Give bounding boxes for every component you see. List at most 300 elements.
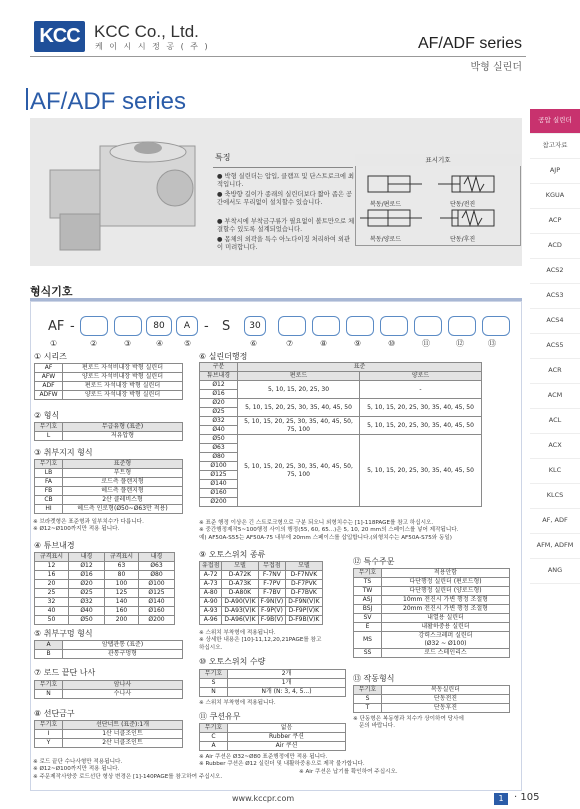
table-header-row xyxy=(35,553,175,562)
table-cell: SV xyxy=(354,614,382,623)
table-cell: F-9B(V) xyxy=(258,616,286,625)
model-code-box xyxy=(278,316,306,336)
symbol-legend-title: 표시기호 xyxy=(355,154,521,166)
table-cell: T xyxy=(354,704,382,713)
table-row xyxy=(35,382,183,391)
rod-type-table xyxy=(34,640,183,659)
table-cell: D-A90(V)K xyxy=(222,598,258,607)
table-cell: 헤드측 플랜지형 xyxy=(63,487,183,496)
note-line: ※ Rubber 쿠션은 Ø12 실린더 및 내활하중용으로 제작 불가합니다. xyxy=(199,761,365,768)
table-cell: Ø160 xyxy=(139,607,175,616)
table-cell: F-9N(V) xyxy=(258,598,286,607)
symbol-label: 단동/전진 xyxy=(450,201,476,208)
table-row xyxy=(354,596,510,605)
model-code-box: A xyxy=(176,316,198,336)
table-cell: Ø12 xyxy=(69,562,105,571)
table-cell: 푸트형 xyxy=(63,469,183,478)
table-cell: 5, 10, 15, 20, 25, 30, 35, 40, 45, 50 xyxy=(238,399,360,417)
model-code-letter: S xyxy=(222,319,231,334)
table-cell: 관통구멍형 xyxy=(63,650,183,659)
table-row xyxy=(354,704,510,713)
table-cell: Ø25 xyxy=(69,589,105,598)
table-cell: Ø32 xyxy=(69,598,105,607)
table-cell: LB xyxy=(35,469,63,478)
model-code-number: ⑪ xyxy=(422,339,430,348)
table-cell: F-7PV xyxy=(258,580,286,589)
table-header-row xyxy=(35,681,183,690)
sidebar-nav xyxy=(530,109,580,584)
table-cell: 2산 너클조인트 xyxy=(63,739,183,748)
table-cell: D-F7BVK xyxy=(286,589,322,598)
model-prefix: AF xyxy=(48,319,65,334)
sidebar-item[interactable]: ACS3 xyxy=(530,284,580,309)
table-header-cell: 선단너트 (표준):1개 xyxy=(63,721,183,730)
table-row xyxy=(35,505,183,514)
features-title: 특징 xyxy=(215,153,231,162)
table-cell: Ø63 xyxy=(200,444,238,453)
table-row xyxy=(354,569,510,578)
type-table xyxy=(34,422,183,441)
table-cell: 40 xyxy=(35,607,69,616)
cell-line: 강력스크레퍼 실린더 xyxy=(418,632,473,639)
table-row xyxy=(354,605,510,614)
header-series: AF/ADF series xyxy=(417,35,522,52)
note-line: ※ Ø12~Ø100까지만 적용 됩니다. xyxy=(33,526,120,533)
table-cell: 무기호 xyxy=(200,670,228,679)
table-cell: 저유압형 xyxy=(63,432,183,441)
table-cell: 5, 10, 15, 20, 25, 30, 35, 40, 45, 50, 75, 100 xyxy=(238,417,360,435)
table-cell: B xyxy=(35,650,63,659)
table-header-cell: 편로드 xyxy=(238,372,360,381)
header-subtitle: 박형 실린더 xyxy=(470,62,522,73)
model-code-box xyxy=(114,316,142,336)
series-table xyxy=(34,363,183,400)
table-row xyxy=(200,589,323,598)
stroke-notes xyxy=(199,520,458,542)
table-row xyxy=(354,686,510,695)
table-header-cell: 무급유형 (표준) xyxy=(63,423,183,432)
table-cell: D-F9N(V)K xyxy=(286,598,322,607)
table-cell: Ø12 xyxy=(200,381,238,390)
table-cell: 암탭관통 (표준) xyxy=(63,641,183,650)
feature-text: 박형 실린더는 압입, 클램프 및 단스트로크에 최적입니다. xyxy=(217,173,355,189)
table-cell: 16 xyxy=(35,571,69,580)
table-cell: D-A93(V)K xyxy=(222,607,258,616)
sidebar-item[interactable]: AF, ADF xyxy=(530,509,580,534)
model-code-number: ⑧ xyxy=(320,339,328,348)
model-code-box xyxy=(80,316,108,336)
table-row xyxy=(35,373,183,382)
table-cell: 5, 10, 15, 20, 25, 30, 35, 40, 45, 50 xyxy=(360,417,482,435)
table-cell: 다단행정 실린더 (양로드형) xyxy=(382,587,510,596)
table-cell: A xyxy=(200,742,228,751)
note-line: 문의 바랍니다. xyxy=(359,723,395,730)
model-code-box: 80 xyxy=(146,316,172,336)
special-table xyxy=(353,568,510,658)
table-cell: 내활하중용 실린더 xyxy=(382,623,510,632)
table-cell: D-F7NVK xyxy=(286,571,322,580)
table-row xyxy=(200,399,482,408)
kcc-logo: KCC xyxy=(34,21,85,52)
table-cell: AFW xyxy=(35,373,63,382)
feature-text: 부착시에 부착금구류가 필요없이 볼트만으로 체결할수 있도록 설계되었습니다. xyxy=(217,218,355,234)
cell-line: (Ø32 ~ Ø100) xyxy=(424,640,467,647)
note-line: ※ 단동형은 복동형과 치수가 상이하여 당사에 xyxy=(353,716,464,722)
feature-item: ● 박형 실린더는 압입, 클램프 및 단스트로크에 최적입니다. xyxy=(217,173,355,189)
table-header-cell: 내경 xyxy=(139,553,175,562)
sidebar-item[interactable]: AFM, ADFM xyxy=(530,534,580,559)
table-cell: 125 xyxy=(105,589,139,598)
model-code-box xyxy=(380,316,408,336)
table-header-cell: 규격표시 xyxy=(35,553,69,562)
table-cell: C xyxy=(200,733,228,742)
table-cell: ADFW xyxy=(35,391,63,400)
note-line: ※ 주문제작사양중 로드선단 형상 변경은 [1]-140PAGE를 참고하여 주십시오. xyxy=(33,773,223,780)
table-cell: A-90 xyxy=(200,598,222,607)
symbol-label: 복동/양로드 xyxy=(370,236,402,243)
table-row xyxy=(354,578,510,587)
model-sep: - xyxy=(204,319,209,334)
bore-title: ④ 튜브내경 xyxy=(34,541,75,550)
special-title: ⑫ 특수주문 xyxy=(353,557,395,566)
table-cell: Y xyxy=(35,739,63,748)
table-cell: Ø50 xyxy=(200,435,238,444)
table-cell: 2개 xyxy=(228,670,346,679)
sidebar-item[interactable]: KGUA xyxy=(530,184,580,209)
table-row xyxy=(200,571,323,580)
table-cell: 32 xyxy=(35,598,69,607)
table-cell: SS xyxy=(354,649,382,658)
table-cell: Ø32 xyxy=(200,417,238,426)
table-cell: 다단행정 실린더 (편로드형) xyxy=(382,578,510,587)
action-notes xyxy=(353,716,464,731)
table-cell: 로드측 플랜지형 xyxy=(63,478,183,487)
table-cell: D-A72K xyxy=(222,571,258,580)
table-row xyxy=(354,587,510,596)
sidebar-item[interactable]: ACS2 xyxy=(530,259,580,284)
table-header-cell: 무기호 xyxy=(35,681,63,690)
table-row xyxy=(35,487,183,496)
table-cell: 편로드 자석내장 박형 실린더 xyxy=(63,382,183,391)
table-cell: HI xyxy=(35,505,63,514)
table-cell: Ø20 xyxy=(69,580,105,589)
table-cell: 1산 너클조인트 xyxy=(63,730,183,739)
rod-end-title: ⑦ 로드 끝단 나사 xyxy=(34,668,96,677)
table-row xyxy=(200,679,346,688)
table-header-row xyxy=(35,721,183,730)
table-cell: AF xyxy=(35,364,63,373)
table-cell: 5, 10, 15, 20, 25, 30, 35, 40, 45, 50 xyxy=(360,399,482,417)
table-row xyxy=(35,391,183,400)
company-name: KCC Co., Ltd. xyxy=(94,22,199,41)
cushion-title: ⑪ 쿠션유무 xyxy=(199,712,241,721)
table-cell: 단동전진 xyxy=(382,695,510,704)
table-cell: Ø20 xyxy=(200,399,238,408)
table-cell: 1개 xyxy=(228,679,346,688)
table-cell: 무기호 xyxy=(354,686,382,695)
table-cell: 160 xyxy=(105,607,139,616)
note-line: ※ Air 쿠션은 Ø32~Ø80 표준행정에만 적용 됩니다. xyxy=(199,754,328,760)
table-cell: Ø50 xyxy=(69,616,105,625)
table-cell: 5, 10, 15, 20, 25, 30, 35, 40, 45, 50, 75, 100 xyxy=(238,435,360,507)
table-cell: Ø80 xyxy=(139,571,175,580)
table-cell: Ø140 xyxy=(139,598,175,607)
note-line: 하십시오. xyxy=(199,644,223,651)
table-row xyxy=(354,695,510,704)
table-row xyxy=(200,598,323,607)
table-header-cell: 무기호 xyxy=(35,423,63,432)
table-cell: D-A73K xyxy=(222,580,258,589)
table-row xyxy=(35,589,175,598)
table-cell: Ø16 xyxy=(200,390,238,399)
table-cell: Ø200 xyxy=(200,498,238,507)
table-header-row xyxy=(35,423,183,432)
mount-title: ③ 취부지지 형식 xyxy=(34,448,93,457)
sidebar-item[interactable]: 공압 실린더 xyxy=(530,109,580,134)
feature-item: ● 몸체의 외곽을 특수 아노다이징 처리하여 외관이 미려합니다. xyxy=(217,236,351,252)
sidebar-item[interactable]: ACS5 xyxy=(530,334,580,359)
features-rule xyxy=(213,167,353,168)
table-cell: 내열용 실린더 xyxy=(382,614,510,623)
table-cell: 50 xyxy=(35,616,69,625)
table-cell: 63 xyxy=(105,562,139,571)
mount-notes xyxy=(33,519,144,534)
table-header-cell: 유접점 xyxy=(200,562,222,571)
company-name-korean: 케 이 시 시 정 공 ( 주 ) xyxy=(95,42,210,51)
table-cell: ADF xyxy=(35,382,63,391)
table-row xyxy=(35,690,183,699)
table-row xyxy=(354,649,510,658)
table-cell: F-7NV xyxy=(258,571,286,580)
switch-notes xyxy=(199,630,321,652)
model-sep: - xyxy=(70,319,75,334)
page-title: AF/ADF series xyxy=(30,88,187,115)
table-cell: 5, 10, 15, 20, 25, 30, 35, 40, 45, 50 xyxy=(360,435,482,507)
header-rule xyxy=(30,56,526,57)
footer-url[interactable]: www.kccpr.com xyxy=(232,794,295,803)
type-title: ② 형식 xyxy=(34,411,60,420)
table-row xyxy=(200,435,482,444)
sidebar-item[interactable]: ACL xyxy=(530,409,580,434)
table-row xyxy=(354,614,510,623)
table-cell: Ø160 xyxy=(200,489,238,498)
table-header-cell: 구분 xyxy=(200,363,238,372)
note-line: ※ 중간행정제작5~100행정 사이의 행정(55, 60, 65...)은 5, 10, 20 mm의 스페이스를 넣어 제작됩니다. xyxy=(199,527,459,534)
tip-table xyxy=(34,720,183,748)
table-row xyxy=(35,598,175,607)
table-row xyxy=(35,496,183,505)
table-row xyxy=(35,650,183,659)
sidebar-item[interactable]: ACD xyxy=(530,234,580,259)
table-cell: 140 xyxy=(105,598,139,607)
table-cell: F-7BV xyxy=(258,589,286,598)
table-header-row xyxy=(200,372,482,381)
table-cell: 100 xyxy=(105,580,139,589)
symbol-label: 단동/후진 xyxy=(450,236,476,243)
model-code-number: ② xyxy=(90,339,98,348)
table-row xyxy=(200,607,323,616)
table-cell: - xyxy=(360,381,482,399)
table-row xyxy=(35,562,175,571)
table-header-cell: 모델 xyxy=(222,562,258,571)
table-cell: 양로드 자석비내장 박형 실린더 xyxy=(63,373,183,382)
note-line: ※ 로드 끝단 수나사형만 적용됩니다. xyxy=(33,759,123,765)
table-cell: Ø125 xyxy=(139,589,175,598)
table-cell: Rubber 쿠션 xyxy=(228,733,346,742)
table-cell: Ø80 xyxy=(200,453,238,462)
table-cell: Ø200 xyxy=(139,616,175,625)
tip-title: ⑧ 선단금구 xyxy=(34,709,75,718)
table-row xyxy=(35,571,175,580)
table-header-row xyxy=(35,460,183,469)
table-row xyxy=(354,623,510,632)
table-row xyxy=(35,739,183,748)
table-cell: 20 xyxy=(35,580,69,589)
table-cell: TS xyxy=(354,578,382,587)
table-cell: I xyxy=(35,730,63,739)
table-cell: 수나사 xyxy=(63,690,183,699)
sidebar-item[interactable]: ACS4 xyxy=(530,309,580,334)
table-cell: D-F9P(V)K xyxy=(286,607,322,616)
model-code-box xyxy=(414,316,442,336)
table-cell: 12 xyxy=(35,562,69,571)
series-title: ① 시리즈 xyxy=(34,352,67,361)
chapter-badge: 1 xyxy=(494,793,508,805)
table-cell: 무기호 xyxy=(200,724,228,733)
sidebar-item[interactable]: ACP xyxy=(530,209,580,234)
table-header-cell: 규격표시 xyxy=(105,553,139,562)
table-header-cell: 표준형 xyxy=(63,460,183,469)
sidebar-item[interactable]: ACX xyxy=(530,434,580,459)
note-line: ※ 스위치 부착형에 적용됩니다. xyxy=(199,630,276,636)
table-cell: Ø16 xyxy=(69,571,105,580)
table-cell: L xyxy=(35,432,63,441)
table-header-cell: 무기호 xyxy=(35,460,63,469)
model-code-number: ⑫ xyxy=(456,339,464,348)
table-row xyxy=(200,733,346,742)
table-cell: D-F9B(V)K xyxy=(286,616,322,625)
table-cell: 로드 스테인리스 xyxy=(382,649,510,658)
model-code-number: ⑤ xyxy=(184,339,192,348)
table-cell: 편로드 자석비내장 박형 실린더 xyxy=(63,364,183,373)
table-cell: Ø40 xyxy=(69,607,105,616)
model-code-number: ⑬ xyxy=(488,339,496,348)
table-cell: 80 xyxy=(105,571,139,580)
table-header-cell: 모델 xyxy=(286,562,322,571)
table-row xyxy=(200,724,346,733)
table-row xyxy=(200,580,323,589)
table-row xyxy=(200,670,346,679)
table-cell: 없음 xyxy=(228,724,346,733)
table-row xyxy=(200,417,482,426)
table-cell: A-93 xyxy=(200,607,222,616)
table-row xyxy=(35,478,183,487)
table-cell: Ø140 xyxy=(200,480,238,489)
table-row xyxy=(35,364,183,373)
table-cell: A xyxy=(35,641,63,650)
sidebar-item[interactable]: ANG xyxy=(530,559,580,584)
model-code-number: ① xyxy=(50,339,58,348)
table-cell: Ø100 xyxy=(139,580,175,589)
table-header-row xyxy=(200,363,482,372)
table-cell: A-80 xyxy=(200,589,222,598)
table-cell: Ø63 xyxy=(139,562,175,571)
table-cell: 200 xyxy=(105,616,139,625)
symbol-label: 복동/편로드 xyxy=(370,201,402,208)
table-cell: 2산 클레비스형 xyxy=(63,496,183,505)
rod-type-title: ⑤ 취부구멍 형식 xyxy=(34,629,93,638)
table-row xyxy=(35,469,183,478)
sidebar-item[interactable]: ACM xyxy=(530,384,580,409)
model-code-box xyxy=(346,316,374,336)
sidebar-item[interactable]: ACR xyxy=(530,359,580,384)
table-cell: 무기호 xyxy=(354,569,382,578)
table-cell: S xyxy=(354,695,382,704)
switch-table xyxy=(199,561,323,625)
qty-title: ⑩ 오토스위치 수량 xyxy=(199,657,266,666)
sidebar-item[interactable]: 참고자료 xyxy=(530,134,580,159)
table-cell: FB xyxy=(35,487,63,496)
model-code-box: 30 xyxy=(244,316,266,336)
table-cell: CB xyxy=(35,496,63,505)
table-cell: 헤드측 인로형(Ø50~Ø63만 적용) xyxy=(63,505,183,514)
note-line: 예) AF50A-S55는 AF50A-75 내부에 20mm 스페이스를 삽입합니다.(외형치수는 AF50A-S75와 동일) xyxy=(199,534,452,541)
table-cell: 20mm 전진시 가변 행정 조절형 xyxy=(382,605,510,614)
table-cell: D-A96(V)K xyxy=(222,616,258,625)
model-code-number: ⑨ xyxy=(354,339,362,348)
section-title: 형식기호 xyxy=(30,285,73,298)
cushion-notes xyxy=(199,754,398,776)
qty-table xyxy=(199,669,346,697)
table-cell: E xyxy=(354,623,382,632)
table-cell: 적용안함 xyxy=(382,569,510,578)
note-line: ※ Air 쿠션은 납기를 확인하여 주십시오. xyxy=(299,768,398,775)
table-cell: 복동실린더 xyxy=(382,686,510,695)
table-cell: Ø25 xyxy=(200,408,238,417)
sidebar-item[interactable]: KLC xyxy=(530,459,580,484)
note-line: ※ 상세한 내용은 [10]-11,12,20,21PAGE를 참고 xyxy=(199,637,322,644)
table-cell xyxy=(382,632,510,649)
table-row xyxy=(200,688,346,697)
table-cell: A-96 xyxy=(200,616,222,625)
note-line: ※ Ø12~Ø100까지만 적용 됩니다. xyxy=(33,766,120,773)
switch-title: ⑨ 오토스위치 종류 xyxy=(199,550,266,559)
mount-table xyxy=(34,459,183,514)
note-line: ※ 표준 행정 이상은 긴 스트로크형으로 구분 되오니 외형치수는 [1]-118PAGE를 참고 하십시오. xyxy=(199,520,434,526)
cylinder-product-image xyxy=(30,118,210,266)
table-header-cell: 양로드 xyxy=(360,372,482,381)
table-cell: N xyxy=(35,690,63,699)
model-code-box xyxy=(482,316,510,336)
feature-item: ● 축방향 길이가 종래의 실린더보다 짧아 좁은 공간에서도 무리없이 설치할수 있습니다. xyxy=(217,191,353,207)
table-cell: 25 xyxy=(35,589,69,598)
feature-text: 축방향 길이가 종래의 실린더보다 짧아 좁은 공간에서도 무리없이 설치할수 있습니다. xyxy=(217,191,353,207)
table-row xyxy=(35,607,175,616)
stroke-table xyxy=(199,362,482,507)
table-cell: N개 (N: 3, 4, 5...) xyxy=(228,688,346,697)
model-code-number: ⑥ xyxy=(250,339,258,348)
table-header-cell: 암나사 xyxy=(63,681,183,690)
table-row xyxy=(35,730,183,739)
table-cell: Ø40 xyxy=(200,426,238,435)
note-line: ※ 브라켓형은 표준형과 일부치수가 다릅니다. xyxy=(33,519,144,525)
table-cell: Ø125 xyxy=(200,471,238,480)
table-row xyxy=(35,616,175,625)
table-header-row xyxy=(200,562,323,571)
sidebar-item[interactable]: KLCS xyxy=(530,484,580,509)
sidebar-item[interactable]: AJP xyxy=(530,159,580,184)
feature-text: 몸체의 외곽을 특수 아노다이징 처리하여 외관이 미려합니다. xyxy=(217,236,351,252)
